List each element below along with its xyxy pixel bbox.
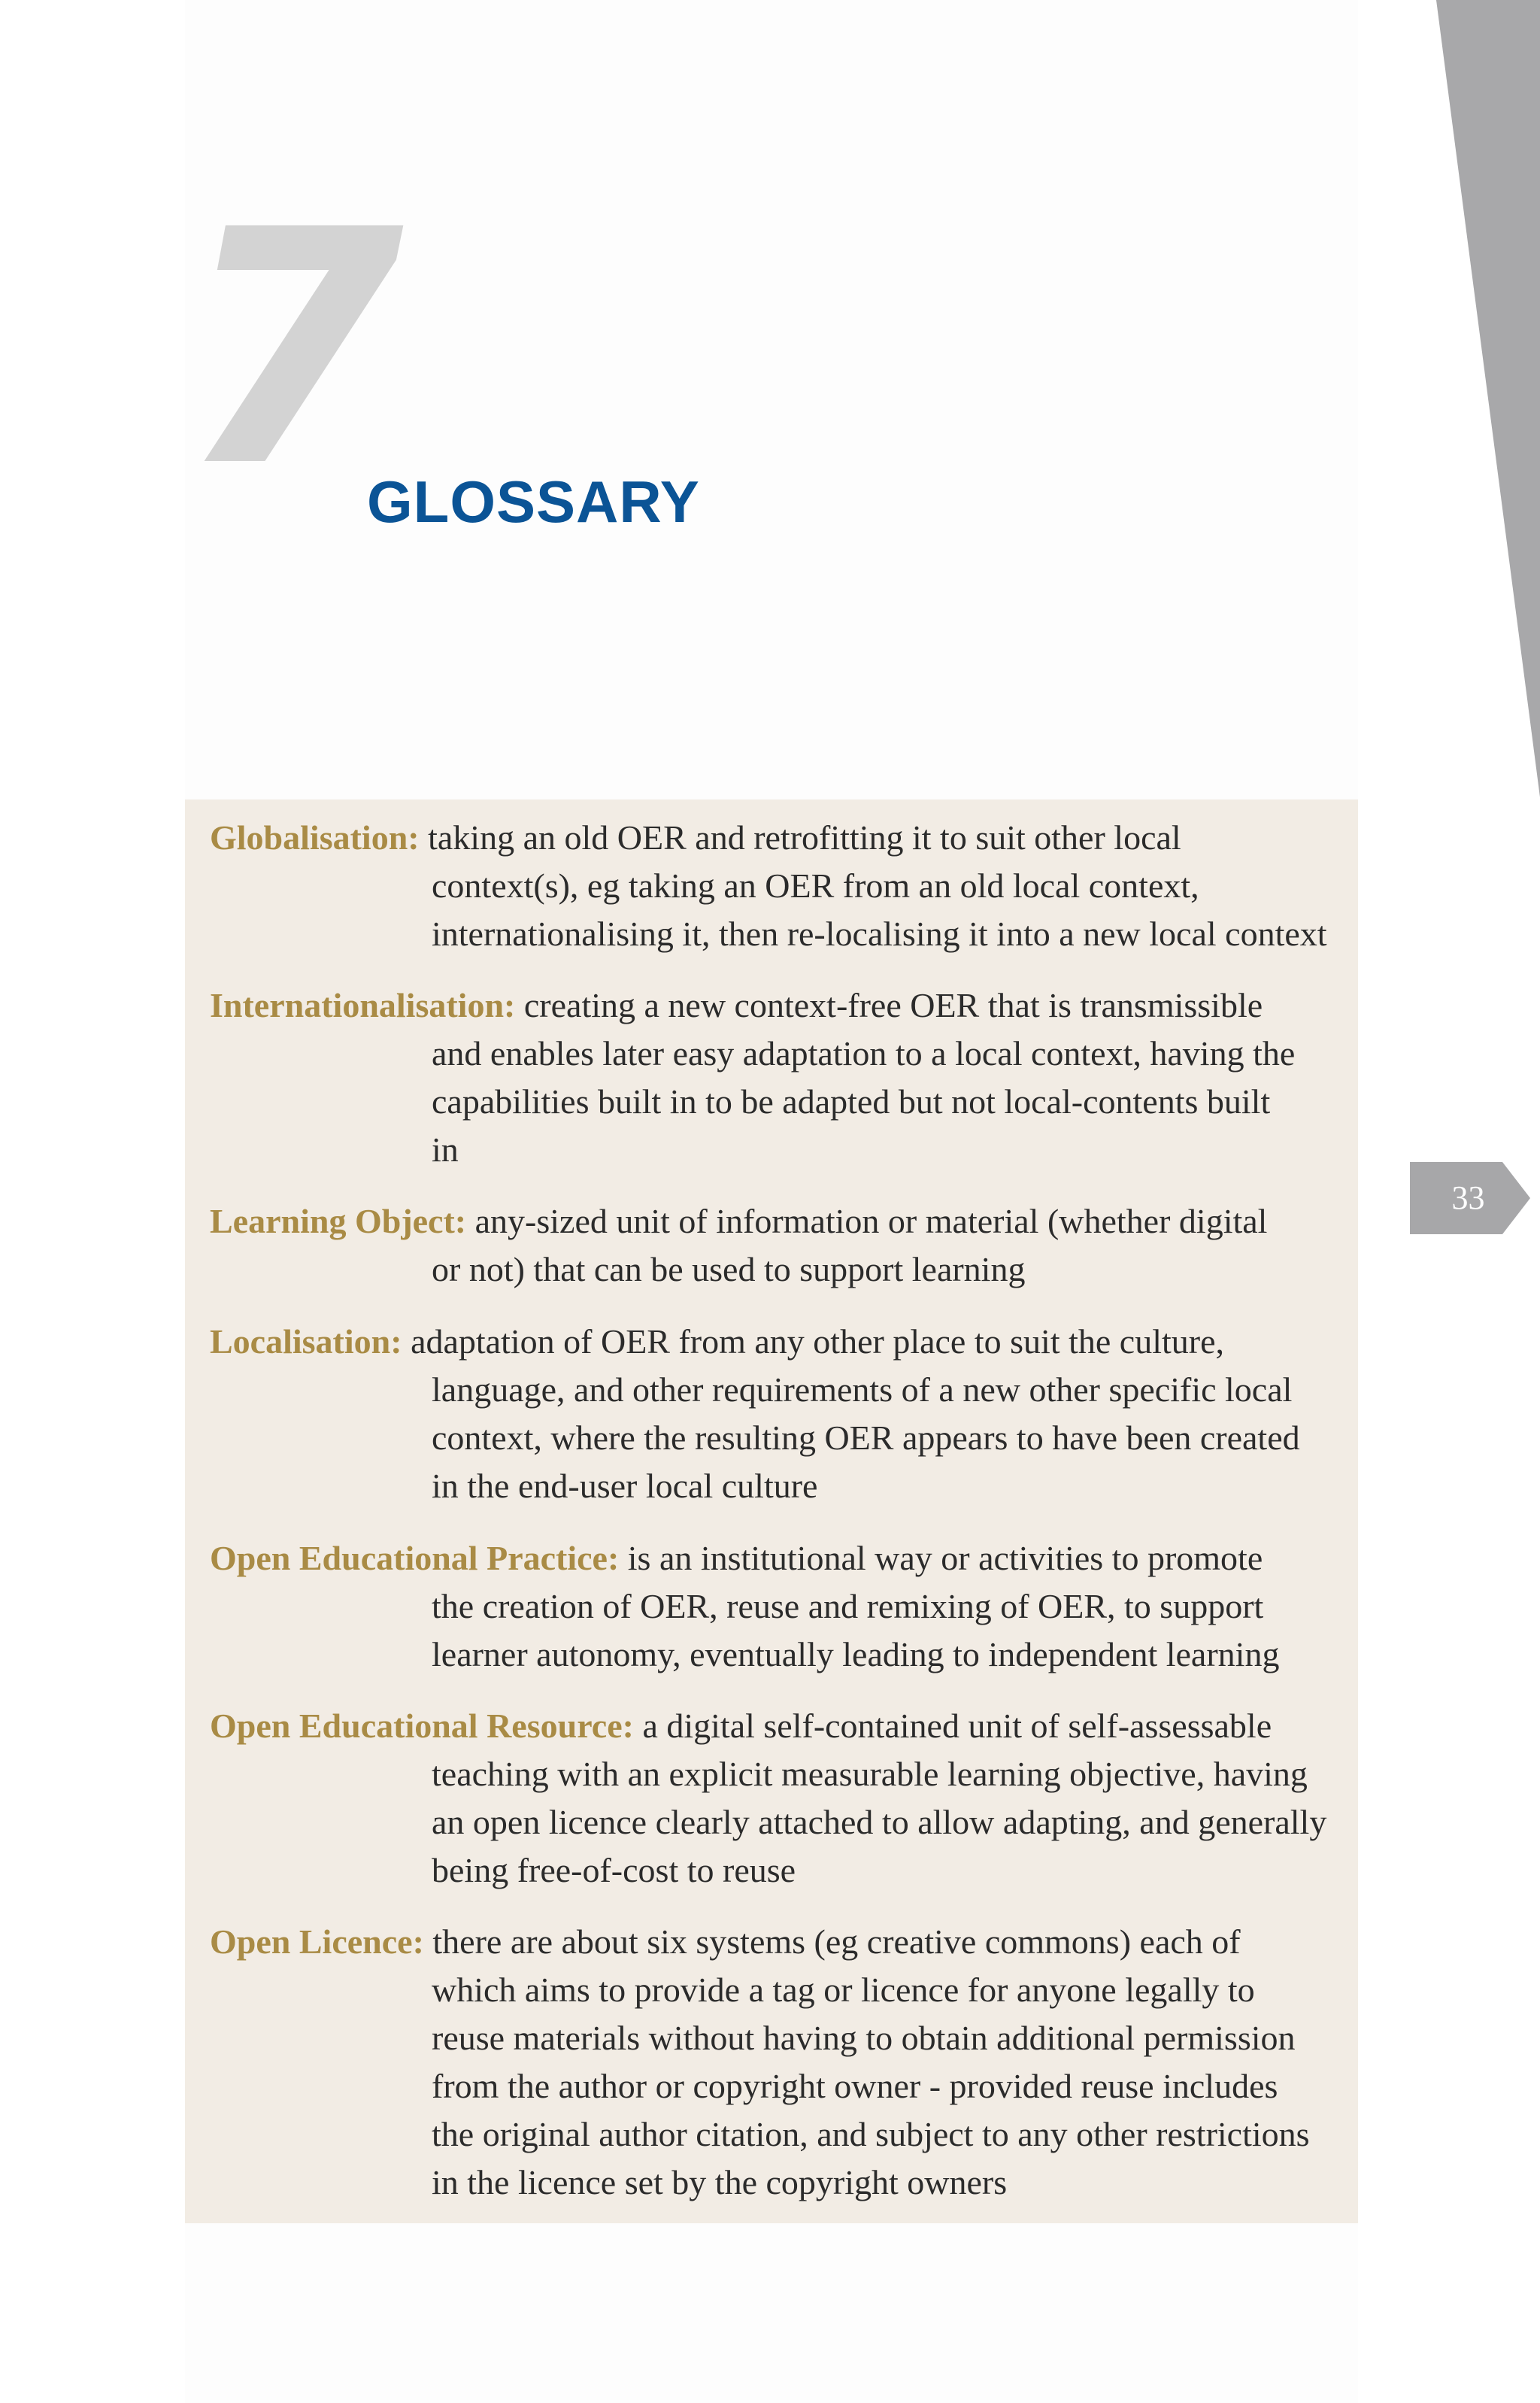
glossary-definition-line: taking an old OER and retrofitting it to suit other local xyxy=(419,818,1181,857)
glossary-term: Globalisation: xyxy=(210,818,420,857)
glossary-definition-line: an open licence clearly attached to allow adapting, and generally xyxy=(432,1803,1327,1841)
glossary-term: Open Educational Practice: xyxy=(210,1539,620,1577)
glossary-entry-open-licence xyxy=(210,1918,1499,2207)
glossary-definition-line: teaching with an explicit measurable learning objective, having xyxy=(432,1755,1308,1793)
chapter-number: 7 xyxy=(179,162,397,538)
glossary-definition-line: being free-of-cost to reuse xyxy=(432,1851,796,1889)
glossary-definition-line: context, where the resulting OER appears to have been created xyxy=(432,1418,1300,1457)
glossary-definition-line: the original author citation, and subject to any other restrictions xyxy=(432,2115,1310,2153)
glossary-term: Open Educational Resource: xyxy=(210,1707,634,1745)
glossary-term: Learning Object: xyxy=(210,1202,467,1240)
glossary-definition-line: the creation of OER, reuse and remixing of OER, to support xyxy=(432,1587,1264,1625)
glossary-entry-localisation xyxy=(210,1318,1499,1510)
glossary-term: Open Licence: xyxy=(210,1922,424,1961)
glossary-definition-line: which aims to provide a tag or licence for anyone legally to xyxy=(432,1971,1255,2009)
glossary-definition-line: in xyxy=(432,1130,459,1169)
glossary-entry-globalisation xyxy=(210,814,1499,958)
page-number: 33 xyxy=(1451,1179,1485,1216)
glossary-definition-line: there are about six systems (eg creative commons) each of xyxy=(423,1922,1241,1961)
glossary-definition-line: any-sized unit of information or material (whether digital xyxy=(466,1202,1268,1240)
glossary-definition-line: reuse materials without having to obtain additional permission xyxy=(432,2019,1296,2057)
glossary-definition-line: from the author or copyright owner - provided reuse includes xyxy=(432,2067,1278,2105)
glossary-definition-line: or not) that can be used to support learning xyxy=(432,1250,1026,1288)
glossary-entry-internationalisation xyxy=(210,982,1499,1174)
glossary-definition-line: and enables later easy adaptation to a local context, having the xyxy=(432,1034,1296,1073)
glossary-definition-line: context(s), eg taking an OER from an old local context, xyxy=(432,866,1199,905)
glossary-definition-line: language, and other requirements of a new other specific local xyxy=(432,1370,1293,1409)
glossary-box xyxy=(185,799,1358,2223)
glossary-definition-line: internationalising it, then re-localising it into a new local context xyxy=(432,915,1327,953)
glossary-entry-learning-object xyxy=(210,1197,1499,1294)
glossary-definition-line: a digital self-contained unit of self-assessable xyxy=(633,1707,1272,1745)
glossary-definition-line: adaptation of OER from any other place to suit the culture, xyxy=(402,1322,1225,1361)
glossary-term: Localisation: xyxy=(210,1322,402,1361)
glossary-entry-open-educational-practice xyxy=(210,1534,1499,1679)
glossary-definition-line: creating a new context-free OER that is transmissible xyxy=(515,986,1263,1024)
glossary-definition-line: in the end-user local culture xyxy=(432,1467,818,1505)
glossary-definition-line: capabilities built in to be adapted but not local-contents built xyxy=(432,1082,1271,1121)
glossary-definition-line: in the licence set by the copyright owners xyxy=(432,2163,1008,2201)
glossary-definition-line: is an institutional way or activities to promote xyxy=(619,1539,1263,1577)
glossary-definition-line: learner autonomy, eventually leading to independent learning xyxy=(432,1635,1280,1673)
glossary-term: Internationalisation: xyxy=(210,986,516,1024)
chapter-title: GLOSSARY xyxy=(367,469,700,535)
glossary-entry-open-educational-resource xyxy=(210,1702,1499,1895)
